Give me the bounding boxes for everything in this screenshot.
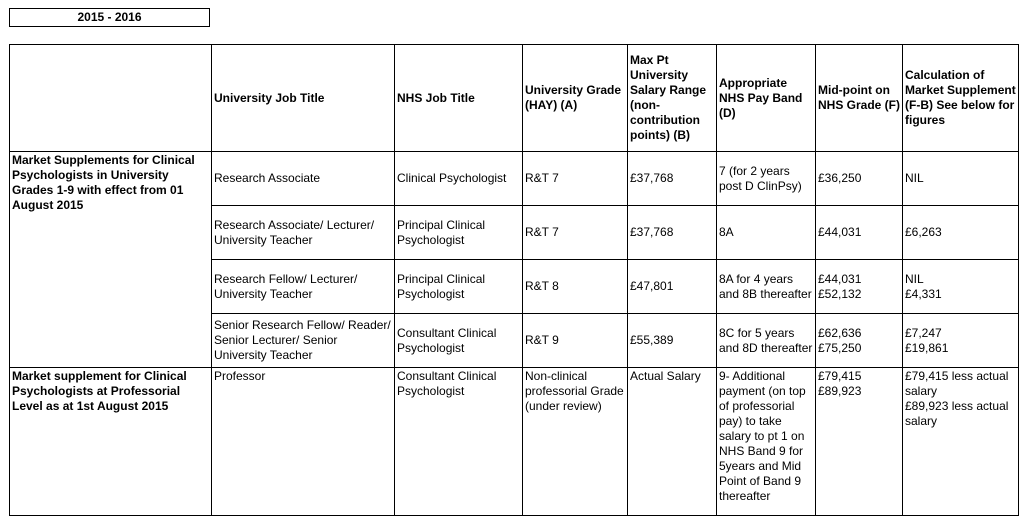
cell-nhs-band: 7 (for 2 years post D ClinPsy): [717, 152, 816, 206]
cell-uni-grade: R&T 9: [523, 314, 628, 368]
table-row: [10, 152, 1019, 206]
cell-uni-grade: R&T 7: [523, 152, 628, 206]
cell-calc: NIL £4,331: [903, 260, 1019, 314]
cell-nhs-job-title: Consultant Clinical Psychologist: [395, 368, 523, 516]
cell-midpoint: £36,250: [816, 152, 903, 206]
header-max-pt: Max Pt University Salary Range (non-contribution points) (B): [628, 45, 717, 152]
cell-uni-grade: Non-clinical professorial Grade (under review): [523, 368, 628, 516]
header-category: [10, 45, 212, 152]
header-nhs-job-title: NHS Job Title: [395, 45, 523, 152]
header-calc: Calculation of Market Supplement (F-B) See below for figures: [903, 45, 1019, 152]
cell-uni-job-title: Research Associate/ Lecturer/ University Teacher: [212, 206, 395, 260]
header-uni-job-title: University Job Title: [212, 45, 395, 152]
cell-uni-job-title: Research Associate: [212, 152, 395, 206]
cell-nhs-job-title: Clinical Psychologist: [395, 152, 523, 206]
cell-uni-grade: R&T 7: [523, 206, 628, 260]
cell-nhs-job-title: Principal Clinical Psychologist: [395, 260, 523, 314]
cell-midpoint: £79,415 £89,923: [816, 368, 903, 516]
category-professorial: Market supplement for Clinical Psychologists at Professorial Level as at 1st August 2015: [10, 368, 212, 516]
cell-nhs-band: 9- Additional payment (on top of professorial pay) to take salary to pt 1 on NHS Band 9 for 5years and Mid Point of Band 9 thereafter: [717, 368, 816, 516]
header-nhs-band: Appropriate NHS Pay Band (D): [717, 45, 816, 152]
cell-calc: NIL: [903, 152, 1019, 206]
cell-uni-job-title: Senior Research Fellow/ Reader/ Senior Lecturer/ Senior University Teacher: [212, 314, 395, 368]
header-midpoint: Mid-point on NHS Grade (F): [816, 45, 903, 152]
cell-max-pt: £55,389: [628, 314, 717, 368]
cell-calc: £79,415 less actual salary £89,923 less actual salary: [903, 368, 1019, 516]
header-row: [10, 45, 1019, 152]
cell-midpoint: £62,636 £75,250: [816, 314, 903, 368]
header-uni-grade: University Grade (HAY) (A): [523, 45, 628, 152]
cell-max-pt: £37,768: [628, 152, 717, 206]
table-row: [10, 368, 1019, 516]
cell-max-pt: £37,768: [628, 206, 717, 260]
cell-nhs-band: 8A for 4 years and 8B thereafter: [717, 260, 816, 314]
cell-uni-job-title: Professor: [212, 368, 395, 516]
year-label: 2015 - 2016: [9, 8, 210, 27]
cell-uni-grade: R&T 8: [523, 260, 628, 314]
cell-nhs-job-title: Consultant Clinical Psychologist: [395, 314, 523, 368]
cell-calc: £6,263: [903, 206, 1019, 260]
market-supplement-table: [9, 44, 1019, 516]
cell-midpoint: £44,031 £52,132: [816, 260, 903, 314]
cell-midpoint: £44,031: [816, 206, 903, 260]
cell-nhs-band: 8A: [717, 206, 816, 260]
cell-uni-job-title: Research Fellow/ Lecturer/ University Teacher: [212, 260, 395, 314]
cell-max-pt: £47,801: [628, 260, 717, 314]
cell-max-pt: Actual Salary: [628, 368, 717, 516]
cell-nhs-band: 8C for 5 years and 8D thereafter: [717, 314, 816, 368]
cell-nhs-job-title: Principal Clinical Psychologist: [395, 206, 523, 260]
category-clinical-grades: Market Supplements for Clinical Psychologists in University Grades 1-9 with effect from 01 August 2015: [10, 152, 212, 368]
cell-calc: £7,247 £19,861: [903, 314, 1019, 368]
